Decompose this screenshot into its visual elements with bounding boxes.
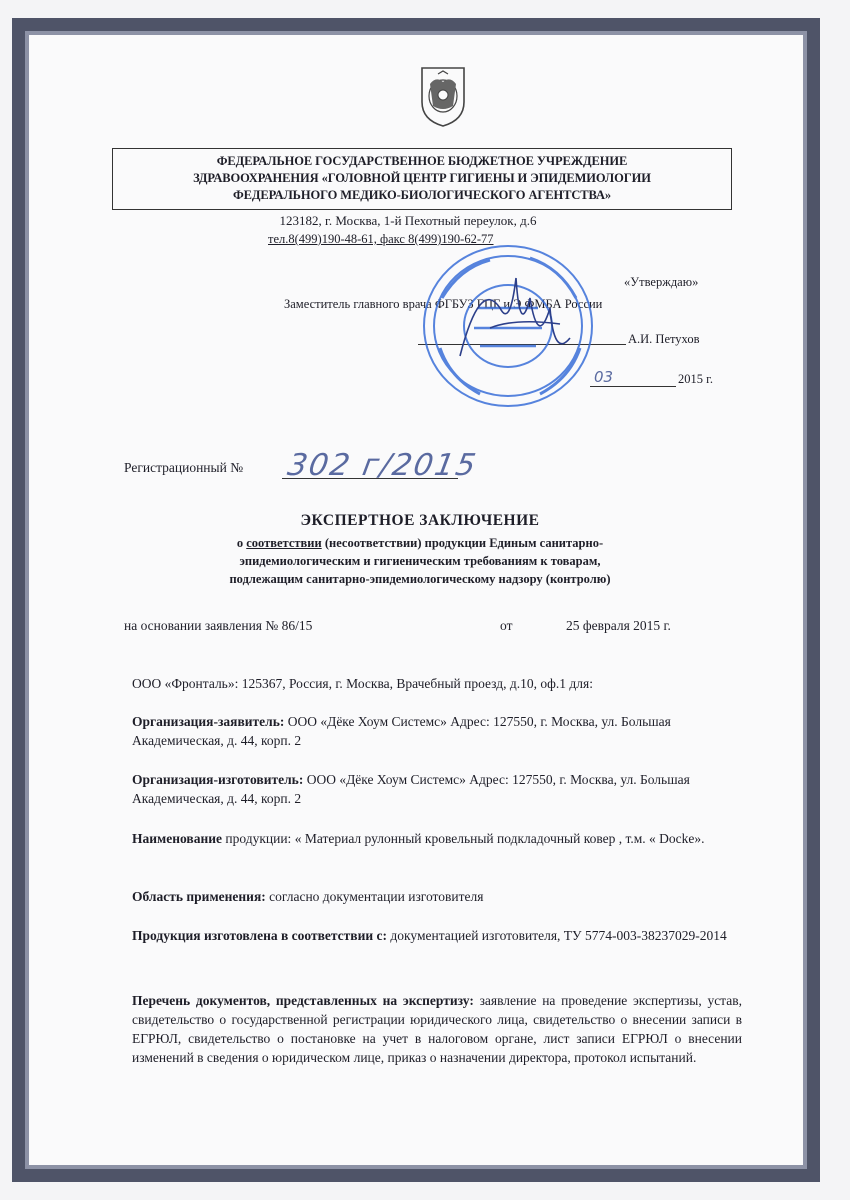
registration-line <box>282 478 458 479</box>
application-scope <box>132 887 742 906</box>
registration-label: Регистрационный № <box>124 460 244 475</box>
subtitle-line-1-rest: (несоответствии) продукции Единым санитарно- <box>321 536 604 550</box>
scope-value: согласно документации изготовителя <box>265 889 484 904</box>
docs-value: заявление на проведение экспертизы, устав, свидетельство о государственной регистрации юридического лица, свидетельство о внесении записи в ЕГРЮЛ, свидетельство о постановке на учет в налоговом органе, лист записи ЕГРЮЛ о внесении изменений в сведения о юридическом лице, приказ о назначении директора, протокол испытаний. <box>132 993 742 1065</box>
manufacturing-basis <box>132 926 742 945</box>
applicant-intro: ООО «Фронталь»: 125367, Россия, г. Москва, Врачебный проезд, д.10, оф.1 для: <box>132 676 593 691</box>
approval-label: «Утверждаю» <box>624 275 699 289</box>
documents-list <box>132 991 742 1067</box>
subtitle-line-3: подлежащим санитарно-эпидемиологическому надзору (контролю) <box>229 572 611 586</box>
applicant-org-label: Организация-заявитель: <box>132 714 285 729</box>
made-label: Продукция изготовлена в соответствии с: <box>132 928 388 943</box>
made-value: документацией изготовителя, ТУ 5774-003-38237029-2014 <box>387 928 727 943</box>
subtitle-line-1 <box>130 534 710 552</box>
applicant-org-value: ООО «Дёке Хоум Системс» Адрес: 127550, г. Москва, ул. Большая Академическая, д. 44, корп. 2 <box>132 714 671 748</box>
org-address: 123182, г. Москва, 1-й Пехотный переулок, д.6 <box>279 213 537 228</box>
manufacturer-value: ООО «Дёке Хоум Системс» Адрес: 127550, г. Москва, ул. Большая Академическая, д. 44, корп. 2 <box>132 772 690 806</box>
date-line <box>590 386 676 387</box>
product-name <box>132 829 742 848</box>
registration-number: 302 г/2015 <box>284 448 481 483</box>
organization-header-box <box>112 148 732 210</box>
approval-date-year: 2015 г. <box>678 372 713 386</box>
org-name-line-3: ФЕДЕРАЛЬНОГО МЕДИКО-БИОЛОГИЧЕСКОГО АГЕНТСТВА» <box>232 188 612 202</box>
org-name-line-2: ЗДРАВООХРАНЕНИЯ «ГОЛОВНОЙ ЦЕНТР ГИГИЕНЫ И ЭПИДЕМИОЛОГИИ <box>193 171 651 185</box>
official-stamp-seal <box>420 238 600 410</box>
org-phone: тел.8(499)190-48-61, факс 8(499)190-62-77 <box>268 232 494 246</box>
basis-from-label: от <box>500 618 513 633</box>
approval-signer: А.И. Петухов <box>628 332 700 346</box>
subtitle-prefix: о <box>236 536 247 550</box>
manufacturer-organization <box>132 770 742 808</box>
scope-label: Область применения: <box>132 889 266 904</box>
applicant-organization <box>132 712 742 750</box>
product-name-label: Наименование <box>132 831 222 846</box>
document-title: ЭКСПЕРТНОЕ ЗАКЛЮЧЕНИЕ <box>300 512 540 529</box>
basis-application: на основании заявления № 86/15 <box>124 618 313 633</box>
document-subtitle <box>130 534 710 588</box>
subtitle-line-2: эпидемиологическим и гигиеническим требованиям к товарам, <box>239 554 601 568</box>
docs-label: Перечень документов, представленных на экспертизу: <box>132 993 474 1008</box>
basis-date: 25 февраля 2015 г. <box>566 618 671 633</box>
approval-date-month: 03 <box>594 368 614 386</box>
manufacturer-label: Организация-изготовитель: <box>132 772 304 787</box>
coat-of-arms-icon <box>418 62 468 128</box>
approval-position: Заместитель главного врача ФГБУЗ ГЦГ и Э ФМБА России <box>284 297 603 311</box>
org-name-line-1: ФЕДЕРАЛЬНОЕ ГОСУДАРСТВЕННОЕ БЮДЖЕТНОЕ УЧРЕЖДЕНИЕ <box>216 154 628 168</box>
product-name-value: продукции: « Материал рулонный кровельный подкладочный ковер , т.м. « Docke». <box>222 831 705 846</box>
subtitle-underlined-word: соответствии <box>246 536 322 550</box>
